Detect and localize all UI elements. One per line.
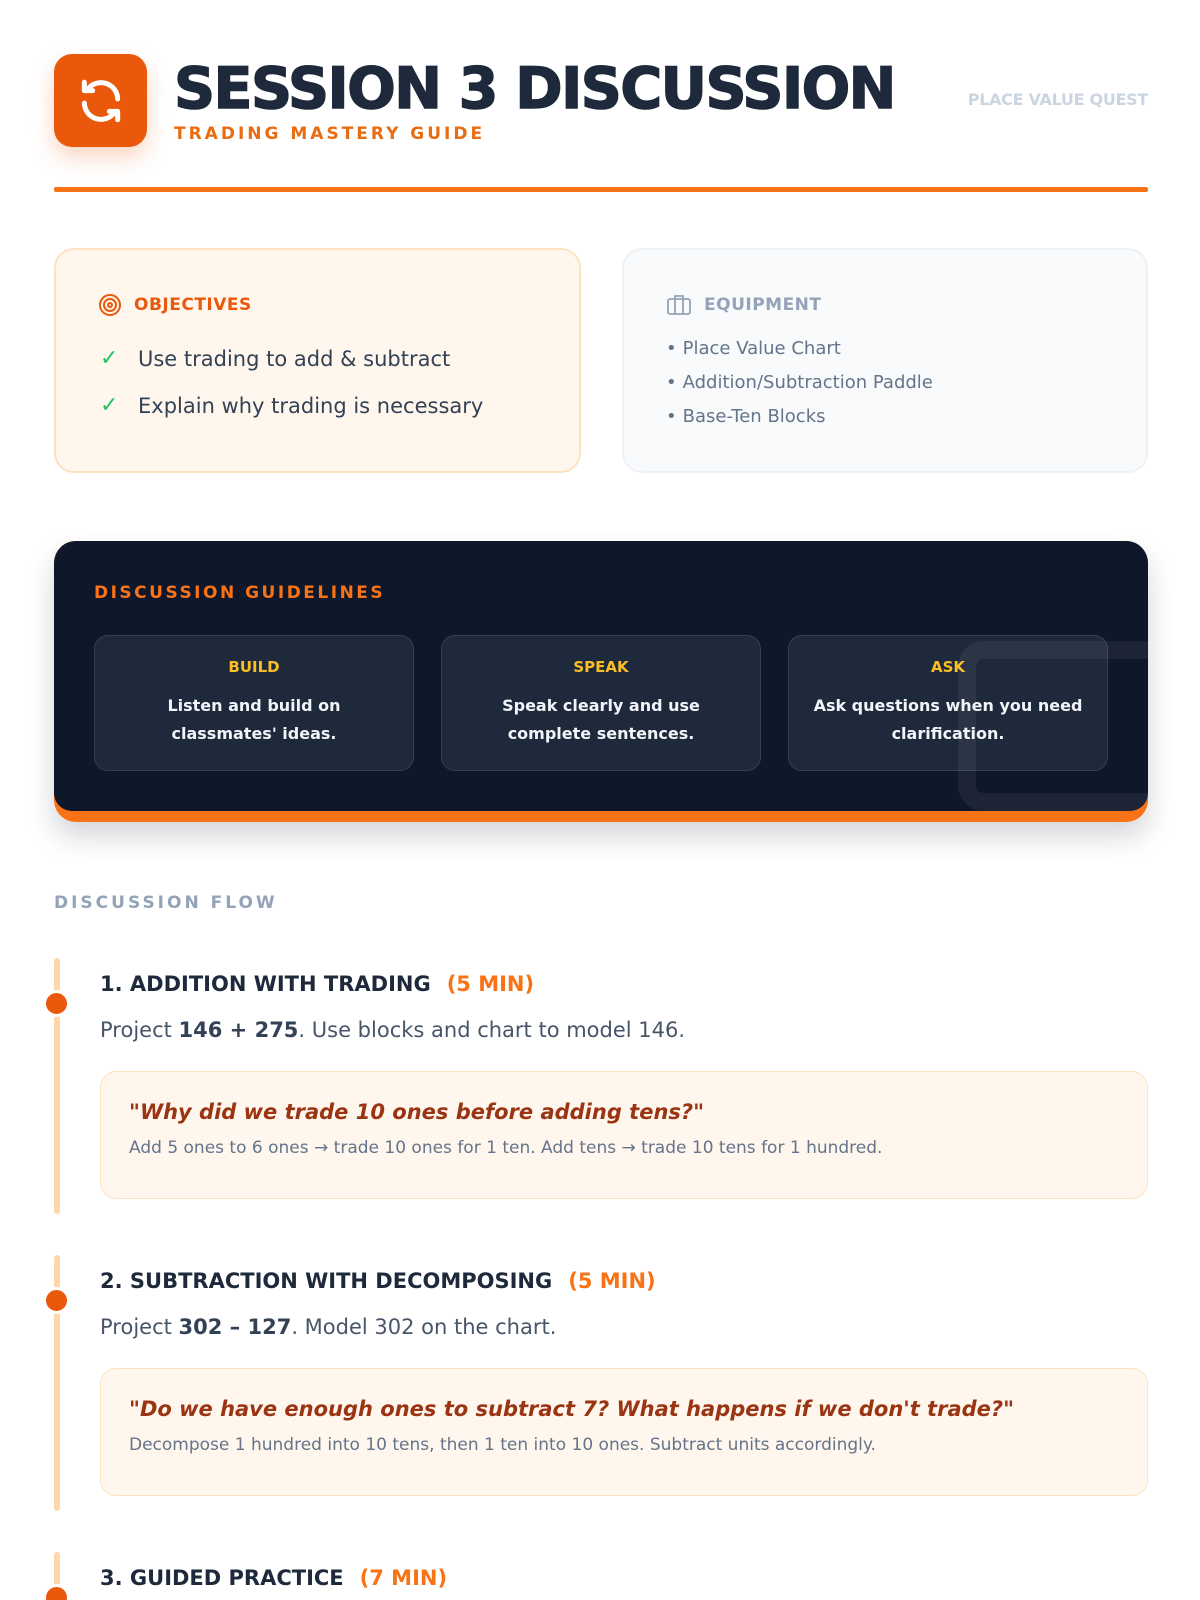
equipment-list: [666, 338, 933, 440]
objectives-heading: [98, 293, 252, 317]
flow-step-3: [54, 1552, 1148, 1600]
objective-text: Explain why trading is necessary: [138, 393, 484, 418]
discussion-question: "Do we have enough ones to subtract 7? What happens if we don't trade?": [129, 1397, 1015, 1421]
step-duration: (7 MIN): [359, 1566, 448, 1590]
guideline-label: SPEAK: [573, 658, 629, 676]
list-item: • Base-Ten Blocks: [666, 406, 933, 440]
discussion-question: "Why did we trade 10 ones before adding tens?": [129, 1100, 705, 1124]
page-header: [54, 54, 1148, 194]
list-item: [100, 382, 483, 429]
list-item: • Addition/Subtraction Paddle: [666, 372, 933, 406]
objectives-list: [100, 335, 483, 429]
step-desc-post: . Model 302 on the chart.: [291, 1315, 557, 1339]
step-title-text: 2. SUBTRACTION WITH DECOMPOSING: [100, 1269, 553, 1293]
discussion-guidelines-panel: [54, 541, 1148, 822]
refresh-icon: [76, 76, 126, 126]
step-desc-pre: Project: [100, 1018, 179, 1042]
page-subtitle: TRADING MASTERY GUIDE: [174, 124, 486, 144]
teacher-note: Add 5 ones to 6 ones → trade 10 ones for 1 ten. Add tens → trade 10 tens for 1 hundred.: [129, 1138, 883, 1158]
guidelines-heading: DISCUSSION GUIDELINES: [94, 583, 386, 603]
guideline-text: Ask questions when you need clarification.: [813, 696, 1083, 743]
step-duration: (5 MIN): [568, 1269, 656, 1293]
timeline-dot: [43, 990, 70, 1017]
step-title-text: 1. ADDITION WITH TRADING: [100, 972, 431, 996]
objectives-heading-label: OBJECTIVES: [134, 295, 252, 315]
brand-label: PLACE VALUE QUEST: [967, 90, 1148, 109]
step-problem: 302 – 127: [178, 1315, 292, 1339]
prompt-box: [100, 1071, 1148, 1199]
flow-step-2: [54, 1255, 1148, 1515]
header-divider: [54, 187, 1148, 192]
step-title: [100, 972, 534, 996]
equipment-heading-label: EQUIPMENT: [704, 295, 822, 315]
step-description: [100, 1315, 556, 1339]
discussion-flow-heading: DISCUSSION FLOW: [54, 893, 278, 913]
equipment-card: [622, 248, 1148, 473]
teacher-note: Decompose 1 hundred into 10 tens, then 1 ten into 10 ones. Subtract units accordingly.: [129, 1435, 876, 1455]
step-desc-pre: Project: [100, 1315, 179, 1339]
step-title: [100, 1269, 656, 1293]
target-icon: [98, 293, 122, 317]
timeline-dot: [43, 1584, 70, 1600]
objective-text: Use trading to add & subtract: [138, 346, 451, 371]
guideline-card-build: [94, 635, 414, 771]
guideline-card-speak: [441, 635, 761, 771]
check-icon: ✓: [100, 346, 119, 371]
objectives-card: [54, 248, 581, 473]
page-title: SESSION 3 DISCUSSION: [174, 56, 895, 122]
app-logo: [54, 54, 147, 147]
equipment-heading: [666, 293, 822, 317]
guideline-text: Listen and build on classmates' ideas.: [167, 696, 341, 743]
guideline-text: Speak clearly and use complete sentences.: [502, 696, 700, 743]
briefcase-icon: [666, 293, 692, 317]
chat-bubble-icon: [958, 641, 1148, 811]
step-duration: (5 MIN): [446, 972, 535, 996]
timeline-dot: [43, 1287, 70, 1314]
step-problem: 146 + 275: [178, 1018, 299, 1042]
step-title: [100, 1566, 447, 1590]
guideline-label: ASK: [930, 658, 966, 676]
check-icon: ✓: [100, 393, 119, 418]
list-item: • Place Value Chart: [666, 338, 933, 372]
list-item: [100, 335, 483, 382]
guidelines-body: [54, 541, 1148, 811]
step-description: [100, 1018, 685, 1042]
step-desc-post: . Use blocks and chart to model 146.: [298, 1018, 686, 1042]
guideline-label: BUILD: [228, 658, 280, 676]
step-title-text: 3. GUIDED PRACTICE: [100, 1566, 344, 1590]
flow-step-1: [54, 958, 1148, 1218]
prompt-box: [100, 1368, 1148, 1496]
